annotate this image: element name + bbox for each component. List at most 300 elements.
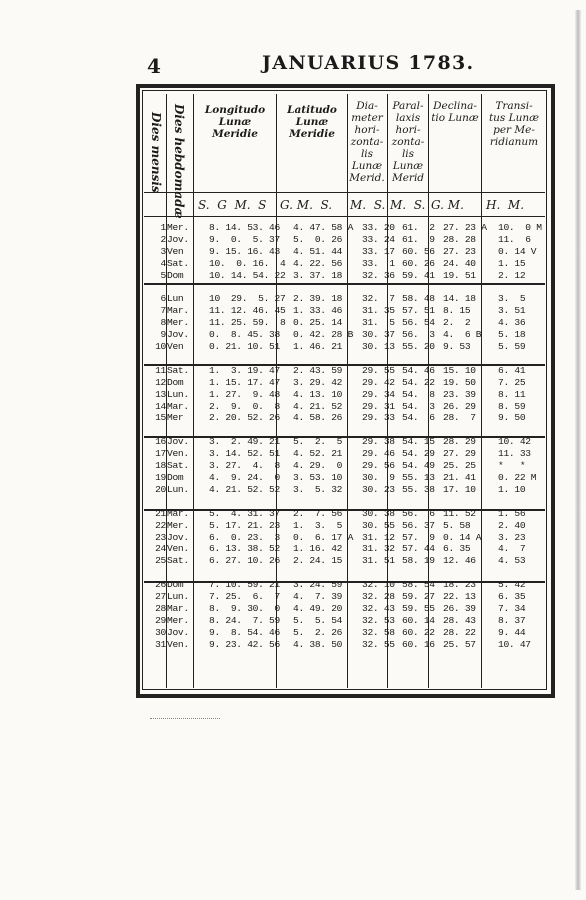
parallax-cell: 54. 46: [402, 364, 435, 376]
diameter-cell: 33. 17: [362, 245, 395, 257]
transit-cell: 11. 33: [498, 448, 531, 460]
transit-cell: 9. 50: [498, 412, 526, 424]
latitude-cell: 1. 16. 42: [293, 543, 343, 555]
day-of-month-cell: 31: [155, 638, 166, 650]
day-of-month-cell: 4: [160, 257, 166, 269]
parallax-cell: 55. 20: [402, 341, 435, 353]
day-of-week-cell: Sat.: [167, 257, 189, 269]
parallax-cell: 59. 55: [402, 602, 435, 614]
parallax-cell: 60. 16: [402, 638, 435, 650]
latitude-cell: 4. 13. 10: [293, 388, 343, 400]
day-of-week-cell: Dom: [167, 376, 184, 388]
diameter-cell: 32. 28: [362, 591, 395, 603]
transit-cell: 2. 40: [498, 519, 526, 531]
longitude-cell: 10. 14. 54. 22: [209, 269, 286, 281]
latitude-cell: 0. 6. 17 A: [293, 531, 354, 543]
parallax-cell: 60. 22: [402, 626, 435, 638]
declination-cell: 2. 2: [443, 317, 471, 329]
header-parallaxis: Paral- laxis hori- zonta- lis Lunæ Merid: [391, 100, 425, 184]
declination-cell: 25. 57: [443, 638, 476, 650]
latitude-cell: 0. 25. 14: [293, 317, 343, 329]
longitude-cell: 8. 9. 30. 0: [209, 602, 280, 614]
ephemeris-table: [150, 222, 556, 651]
day-of-week-cell: Jov.: [167, 626, 189, 638]
day-of-week-cell: Jov.: [167, 233, 189, 245]
table-row: [150, 460, 556, 472]
header-latitudo: Latitudo Lunæ Meridie: [287, 104, 337, 140]
latitude-cell: 3. 29. 42: [293, 376, 343, 388]
declination-cell: 0. 14 A: [443, 531, 482, 543]
header-dies-mensis: Dies mensis: [149, 112, 163, 193]
day-of-month-cell: 29: [155, 614, 166, 626]
latitude-cell: 4. 52. 21: [293, 448, 343, 460]
latitude-cell: 3. 37. 18: [293, 269, 343, 281]
diameter-cell: 30. 37: [362, 329, 395, 341]
declination-cell: 27. 23: [443, 245, 476, 257]
latitude-cell: 1. 3. 5: [293, 519, 343, 531]
units-latitudo: G. M. S.: [280, 198, 333, 212]
day-of-month-cell: 7: [160, 305, 166, 317]
table-row: [150, 389, 556, 401]
header-dies-hebdomadae: Dies hebdomadæ: [172, 104, 186, 219]
group-spacer: [150, 496, 556, 508]
diameter-cell: 31. 51: [362, 555, 395, 567]
transit-cell: 5. 59: [498, 341, 526, 353]
declination-cell: 27. 23 A: [443, 222, 487, 233]
day-of-week-cell: Ven: [167, 245, 184, 257]
header-longitudo: Longitudo Lunæ Meridie: [204, 104, 266, 140]
parallax-cell: 60. 14: [402, 614, 435, 626]
latitude-cell: 3. 24. 59: [293, 579, 343, 591]
transit-cell: 8. 11: [498, 388, 526, 400]
diameter-cell: 32. 55: [362, 638, 395, 650]
day-of-week-cell: Ven.: [167, 638, 189, 650]
latitude-cell: 5. 0. 26: [293, 233, 343, 245]
latitude-cell: 1. 46. 21: [293, 341, 343, 353]
declination-cell: 6. 35: [443, 543, 471, 555]
day-of-week-cell: Mer.: [167, 519, 189, 531]
parallax-cell: 61. 9: [402, 233, 435, 245]
longitude-cell: 3. 2. 49. 21: [209, 436, 280, 448]
transit-cell: 1. 15: [498, 257, 526, 269]
longitude-cell: 7. 25. 6. 7: [209, 591, 280, 603]
transit-cell: 0. 14 V: [498, 245, 537, 257]
units-declinatio: G. M.: [431, 198, 464, 212]
declination-cell: 28. 22: [443, 626, 476, 638]
day-of-month-cell: 2: [160, 233, 166, 245]
day-of-month-cell: 8: [160, 317, 166, 329]
day-of-month-cell: 26: [155, 579, 166, 591]
parallax-cell: 59. 27: [402, 591, 435, 603]
latitude-cell: 4. 22. 56: [293, 257, 343, 269]
parallax-cell: 58. 19: [402, 555, 435, 567]
day-of-week-cell: Sat.: [167, 460, 189, 472]
day-of-month-cell: 12: [155, 376, 166, 388]
page-title: JANUARIUS 1783.: [262, 52, 475, 74]
diameter-cell: 30. 13: [362, 341, 395, 353]
day-of-week-cell: Lun.: [167, 388, 189, 400]
day-of-month-cell: 23: [155, 531, 166, 543]
transit-cell: 5. 42: [498, 579, 526, 591]
day-of-week-cell: Mer: [167, 412, 184, 424]
declination-cell: 11. 52: [443, 507, 476, 519]
declination-cell: 24. 40: [443, 257, 476, 269]
longitude-cell: 0. 21. 10. 51: [209, 341, 280, 353]
longitude-cell: 3. 14. 52. 51: [209, 448, 280, 460]
day-of-month-cell: 25: [155, 555, 166, 567]
latitude-cell: 5. 5. 54: [293, 614, 343, 626]
parallax-cell: 56. 54: [402, 317, 435, 329]
parallax-cell: 54. 6: [402, 412, 435, 424]
transit-cell: 1. 10: [498, 483, 526, 495]
latitude-cell: 0. 42. 28 B: [293, 329, 354, 341]
header-diameter: Dia- meter hori- zonta- lis Lunæ Merid.: [349, 100, 385, 184]
longitude-cell: 11. 25. 59. 8: [209, 317, 286, 329]
table-row: [150, 222, 556, 234]
longitude-cell: 1. 15. 17. 47: [209, 376, 280, 388]
longitude-cell: 9. 0. 5. 37: [209, 233, 280, 245]
diameter-cell: 32. 10: [362, 579, 395, 591]
declination-cell: 27. 29: [443, 448, 476, 460]
diameter-cell: 29. 46: [362, 448, 395, 460]
parallax-cell: 58. 54: [402, 579, 435, 591]
diameter-cell: 29. 33: [362, 412, 395, 424]
table-row: [150, 270, 556, 282]
diameter-cell: 30. 9: [362, 471, 395, 483]
table-row: [150, 543, 556, 555]
diameter-cell: 30. 23: [362, 483, 395, 495]
transit-cell: 8. 59: [498, 400, 526, 412]
latitude-cell: 4. 7. 39: [293, 591, 343, 603]
day-of-week-cell: Dom: [167, 579, 184, 591]
transit-cell: 11. 6: [498, 233, 531, 245]
transit-cell: 4. 53: [498, 555, 526, 567]
day-of-month-cell: 27: [155, 591, 166, 603]
table-row: [150, 639, 556, 651]
latitude-cell: 3. 5. 32: [293, 483, 343, 495]
latitude-cell: 4. 29. 0: [293, 460, 343, 472]
latitude-cell: 1. 33. 46: [293, 305, 343, 317]
longitude-cell: 2. 20. 52. 26: [209, 412, 280, 424]
latitude-cell: 4. 51. 44: [293, 245, 343, 257]
units-rule: [144, 216, 545, 217]
declination-cell: 28. 43: [443, 614, 476, 626]
day-of-week-cell: Mer.: [167, 614, 189, 626]
longitude-cell: 9. 23. 42. 56: [209, 638, 280, 650]
table-row: [150, 448, 556, 460]
declination-cell: 15. 10: [443, 364, 476, 376]
page-edge-shadow: [575, 10, 581, 890]
day-of-week-cell: Lun.: [167, 591, 189, 603]
table-row: [150, 246, 556, 258]
longitude-cell: 5. 17. 21. 23: [209, 519, 280, 531]
latitude-cell: 4. 38. 50: [293, 638, 343, 650]
day-of-week-cell: Mar.: [167, 507, 189, 519]
diameter-cell: 30. 38: [362, 507, 395, 519]
declination-cell: 5. 58: [443, 519, 471, 531]
diameter-cell: 29. 31: [362, 400, 395, 412]
declination-cell: 26. 39: [443, 602, 476, 614]
table-row: [150, 365, 556, 377]
transit-cell: 3. 51: [498, 305, 526, 317]
parallax-cell: 54. 22: [402, 376, 435, 388]
table-row: [150, 591, 556, 603]
day-of-week-cell: Sat.: [167, 364, 189, 376]
page-number: 4: [147, 54, 161, 78]
table-row: [150, 508, 556, 520]
latitude-cell: 4. 21. 52: [293, 400, 343, 412]
declination-cell: 19. 51: [443, 269, 476, 281]
parallax-cell: 57. 9: [402, 531, 435, 543]
declination-cell: 14. 18: [443, 293, 476, 305]
day-of-month-cell: 6: [160, 293, 166, 305]
day-of-week-cell: Sat.: [167, 555, 189, 567]
table-row: [150, 603, 556, 615]
diameter-cell: 29. 55: [362, 364, 395, 376]
day-of-month-cell: 22: [155, 519, 166, 531]
declination-cell: 8. 15: [443, 305, 471, 317]
table-row: [150, 305, 556, 317]
day-of-month-cell: 14: [155, 400, 166, 412]
units-diameter: M. S.: [350, 198, 386, 212]
parallax-cell: 56. 6: [402, 507, 435, 519]
parallax-cell: 54. 29: [402, 448, 435, 460]
transit-cell: 4. 36: [498, 317, 526, 329]
day-of-month-cell: 15: [155, 412, 166, 424]
units-parallaxis: M. S.: [390, 198, 426, 212]
declination-cell: 26. 29: [443, 400, 476, 412]
diameter-cell: 32. 36: [362, 269, 395, 281]
day-of-month-cell: 13: [155, 388, 166, 400]
longitude-cell: 9. 15. 16. 43: [209, 245, 280, 257]
parallax-cell: 60. 56: [402, 245, 435, 257]
table-row: [150, 627, 556, 639]
longitude-cell: 4. 21. 52. 52: [209, 483, 280, 495]
day-of-week-cell: Ven.: [167, 448, 189, 460]
transit-cell: 8. 37: [498, 614, 526, 626]
units-longitudo: S. G M. S: [198, 198, 267, 212]
day-of-week-cell: Dom: [167, 471, 184, 483]
latitude-cell: 2. 43. 59: [293, 364, 343, 376]
parallax-cell: 60. 26: [402, 257, 435, 269]
table-row: [150, 258, 556, 270]
day-of-month-cell: 19: [155, 471, 166, 483]
table-row: [150, 329, 556, 341]
declination-cell: 21. 41: [443, 471, 476, 483]
diameter-cell: 29. 38: [362, 436, 395, 448]
day-of-month-cell: 9: [160, 329, 166, 341]
latitude-cell: 4. 49. 20: [293, 602, 343, 614]
day-of-week-cell: Mar.: [167, 602, 189, 614]
declination-cell: 4. 6 B: [443, 329, 482, 341]
declination-cell: 23. 39: [443, 388, 476, 400]
longitude-cell: 11. 12. 46. 45: [209, 305, 286, 317]
longitude-cell: 6. 0. 23. 3: [209, 531, 280, 543]
transit-cell: 7. 25: [498, 376, 526, 388]
day-of-month-cell: 5: [160, 269, 166, 281]
group-spacer: [150, 567, 556, 579]
longitude-cell: 8. 14. 53. 46: [209, 222, 280, 233]
diameter-cell: 32. 53: [362, 614, 395, 626]
diameter-cell: 32. 58: [362, 626, 395, 638]
declination-cell: 22. 13: [443, 591, 476, 603]
parallax-cell: 55. 38: [402, 483, 435, 495]
diameter-cell: 29. 34: [362, 388, 395, 400]
diameter-cell: 32. 7: [362, 293, 395, 305]
parallax-cell: 58. 48: [402, 293, 435, 305]
parallax-cell: 54. 8: [402, 388, 435, 400]
longitude-cell: 3. 27. 4. 8: [209, 460, 280, 472]
diameter-cell: 33. 20: [362, 222, 395, 233]
declination-cell: 18. 23: [443, 579, 476, 591]
diameter-cell: 30. 55: [362, 519, 395, 531]
declination-cell: 19. 50: [443, 376, 476, 388]
longitude-cell: 10 29. 5. 27: [209, 293, 286, 305]
longitude-cell: 4. 9. 24. 0: [209, 471, 280, 483]
day-of-month-cell: 28: [155, 602, 166, 614]
day-of-week-cell: Mer.: [167, 317, 189, 329]
day-of-week-cell: Mar.: [167, 305, 189, 317]
day-of-week-cell: Jov.: [167, 329, 189, 341]
header-declinatio: Declina- tio Lunæ: [431, 100, 479, 124]
table-row: [150, 412, 556, 424]
declination-cell: 28. 7: [443, 412, 476, 424]
transit-cell: * *: [498, 460, 526, 472]
latitude-cell: 2. 39. 18: [293, 293, 343, 305]
parallax-cell: 54. 15: [402, 436, 435, 448]
parallax-cell: 56. 3: [402, 329, 435, 341]
day-of-month-cell: 24: [155, 543, 166, 555]
declination-cell: 17. 10: [443, 483, 476, 495]
longitude-cell: 6. 27. 10. 26: [209, 555, 280, 567]
transit-cell: 2. 12: [498, 269, 526, 281]
day-of-month-cell: 3: [160, 245, 166, 257]
longitude-cell: 1. 3. 19. 47: [209, 364, 280, 376]
parallax-cell: 55. 13: [402, 471, 435, 483]
longitude-cell: 2. 9. 0. 8: [209, 400, 280, 412]
day-of-week-cell: Ven.: [167, 543, 189, 555]
parallax-cell: 54. 3: [402, 400, 435, 412]
parallax-cell: 56. 37: [402, 519, 435, 531]
transit-cell: 7. 34: [498, 602, 526, 614]
diameter-cell: 31. 35: [362, 305, 395, 317]
table-row: [150, 317, 556, 329]
longitude-cell: 6. 13. 38. 52: [209, 543, 280, 555]
longitude-cell: 10. 0. 16. 4: [209, 257, 286, 269]
parallax-cell: 57. 51: [402, 305, 435, 317]
diameter-cell: 31. 5: [362, 317, 395, 329]
diameter-cell: 29. 42: [362, 376, 395, 388]
day-of-month-cell: 20: [155, 483, 166, 495]
transit-cell: 6. 35: [498, 591, 526, 603]
longitude-cell: 9. 8. 54. 46: [209, 626, 280, 638]
day-of-month-cell: 21: [155, 507, 166, 519]
stray-mark: [150, 718, 220, 721]
diameter-cell: 31. 32: [362, 543, 395, 555]
latitude-cell: 4. 47. 58 A: [293, 222, 354, 233]
parallax-cell: 59. 41: [402, 269, 435, 281]
parallax-cell: 57. 44: [402, 543, 435, 555]
day-of-week-cell: Mar.: [167, 400, 189, 412]
diameter-cell: 31. 12: [362, 531, 395, 543]
transit-cell: 0. 22 M: [498, 471, 537, 483]
table-row: [150, 436, 556, 448]
diameter-cell: 33. 24: [362, 233, 395, 245]
latitude-cell: 5. 2. 26: [293, 626, 343, 638]
group-spacer: [150, 424, 556, 436]
day-of-month-cell: 18: [155, 460, 166, 472]
day-of-month-cell: 10: [155, 341, 166, 353]
latitude-cell: 2. 7. 56: [293, 507, 343, 519]
diameter-cell: 32. 43: [362, 602, 395, 614]
table-row: [150, 532, 556, 544]
day-of-week-cell: Jov.: [167, 531, 189, 543]
parallax-cell: 61. 2: [402, 222, 435, 233]
day-of-month-cell: 30: [155, 626, 166, 638]
table-row: [150, 484, 556, 496]
day-of-week-cell: Jov.: [167, 436, 189, 448]
header-transitus: Transi- tus Lunæ per Me- ridianum: [488, 100, 540, 148]
table-row: [150, 293, 556, 305]
day-of-week-cell: Lun: [167, 293, 184, 305]
latitude-cell: 3. 53. 10: [293, 471, 343, 483]
units-transitus: H. M.: [486, 198, 525, 212]
declination-cell: 28. 29: [443, 436, 476, 448]
day-of-week-cell: Lun.: [167, 483, 189, 495]
table-row: [150, 341, 556, 353]
table-row: [150, 579, 556, 591]
group-spacer: [150, 353, 556, 365]
longitude-cell: 0. 8. 45. 38: [209, 329, 280, 341]
table-row: [150, 401, 556, 413]
latitude-cell: 2. 24. 15: [293, 555, 343, 567]
table-row: [150, 555, 556, 567]
transit-cell: 9. 44: [498, 626, 526, 638]
transit-cell: 5. 18: [498, 329, 526, 341]
transit-cell: 1. 56: [498, 507, 526, 519]
table-row: [150, 615, 556, 627]
day-of-month-cell: 11: [155, 364, 166, 376]
transit-cell: 10. 42: [498, 436, 531, 448]
latitude-cell: 4. 58. 26: [293, 412, 343, 424]
transit-cell: 10. 47: [498, 638, 531, 650]
diameter-cell: 29. 56: [362, 460, 395, 472]
day-of-week-cell: Dom: [167, 269, 184, 281]
parallax-cell: 54. 49: [402, 460, 435, 472]
longitude-cell: 8. 24. 7. 59: [209, 614, 280, 626]
group-spacer: [150, 282, 556, 294]
table-row: [150, 472, 556, 484]
transit-cell: 10. 0 M: [498, 222, 542, 233]
day-of-month-cell: 16: [155, 436, 166, 448]
declination-cell: 28. 28: [443, 233, 476, 245]
day-of-month-cell: 17: [155, 448, 166, 460]
diameter-cell: 33. 1: [362, 257, 395, 269]
day-of-month-cell: 1: [160, 222, 166, 233]
declination-cell: 9. 53: [443, 341, 471, 353]
latitude-cell: 5. 2. 5: [293, 436, 343, 448]
transit-cell: 6. 41: [498, 364, 526, 376]
longitude-cell: 7. 10. 59. 21: [209, 579, 280, 591]
longitude-cell: 1. 27. 9. 48: [209, 388, 280, 400]
day-of-week-cell: Ven: [167, 341, 184, 353]
header-rule: [144, 192, 545, 193]
transit-cell: 3. 5: [498, 293, 526, 305]
table-row: [150, 234, 556, 246]
table-row: [150, 520, 556, 532]
longitude-cell: 5. 4. 31. 37: [209, 507, 280, 519]
declination-cell: 12. 46: [443, 555, 476, 567]
